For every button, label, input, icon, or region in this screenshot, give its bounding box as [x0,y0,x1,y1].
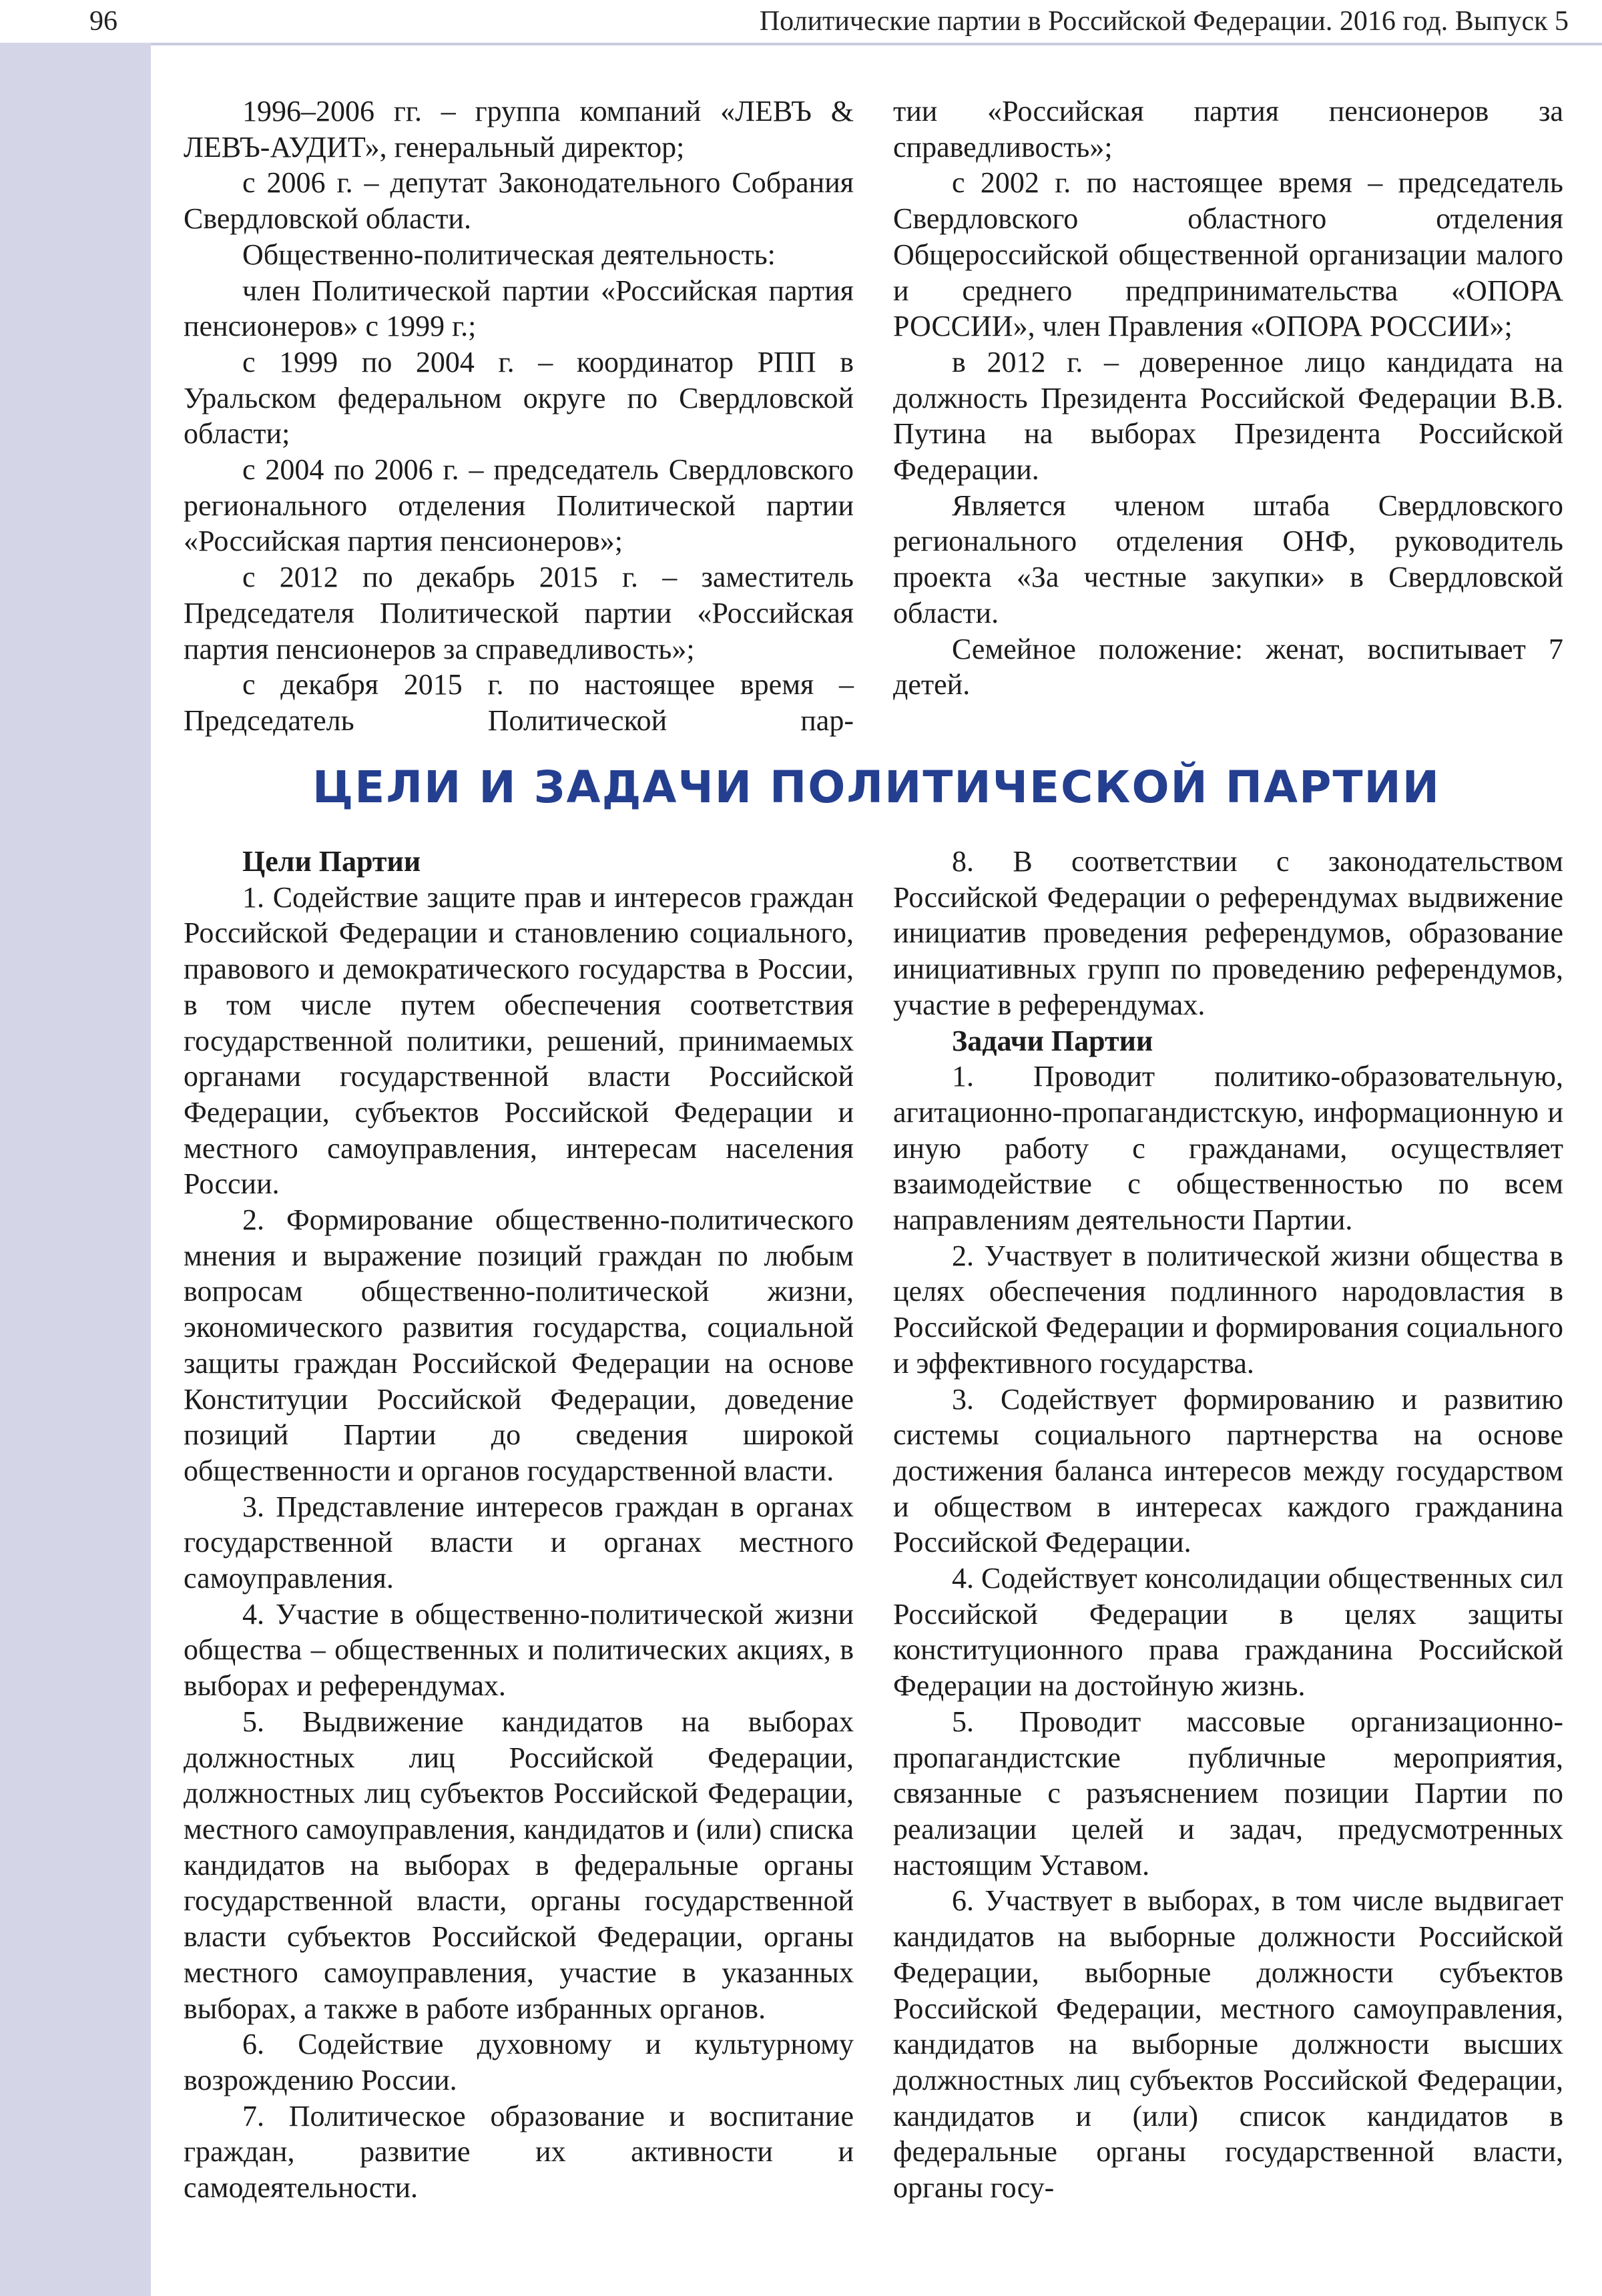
bio-paragraph: в 2012 г. – доверенное лицо кандидата на должность Президента Российской Федерации В.В. Путина на выборах Президента Российской Федерации. [893,345,1563,487]
task-item: 4. Содействует консолидации общественных сил Российской Федерации в целях защиты конституционного права гражданина Российской Федерации на достойную жизнь. [893,1562,1563,1703]
goal-item: 8. В соответствии с законодательством Российской Федерации о референдумах выдвижение инициатив проведения референдумов, образование инициативных групп по проведению референдумов, участие в референдумах. [893,845,1563,1021]
task-item: 6. Участвует в выборах, в том числе выдвигает кандидатов на выборные должности Российской Федерации, выборные должности субъектов Российской Федерации, местного самоуправления, кандидатов на выборные должности высших должностных лиц субъектов Российской Федерации, кандидатов и (или) список кандидатов в федеральные органы государственной власти, органы госу- [893,1884,1563,2205]
task-item: 2. Участвует в политической жизни общества в целях обеспечения подлинного народовластия в Российской Федерации и формирования социального и эффективного государства. [893,1239,1563,1380]
goal-item: 5. Выдвижение кандидатов на выборах должностных лиц Российской Федерации, должностных лиц субъектов Российской Федерации, местного самоуправления, кандидатов и (или) списка кандидатов на выборах в федеральные органы государственной власти, органы государственной власти субъектов Российской Федерации, органы местного самоуправления, участие в указанных выборах, а также в работе избранных органов. [184,1705,854,2025]
goal-item: 2. Формирование общественно-политического мнения и выражение позиций граждан по любым вопросам общественно-политической жизни, экономического развития государства, социальной защиты граждан Российской Федерации на основе Конституции Российской Федерации, доведение позиций Партии до сведения широкой общественности и органов государственной власти. [184,1203,854,1487]
bio-paragraph: с 2002 г. по настоящее время – председатель Свердловского областного отделения Общероссийской общественной организации малого и среднего предпринимательства «ОПОРА РОССИИ», член Правления «ОПОРА РОССИИ»; [893,166,1563,343]
bio-paragraph: Семейное положение: женат, воспитывает 7 детей. [893,632,1563,701]
bio-continuation: тии «Российская партия пенсионеров за справедливость»; [893,95,1563,164]
task-item: 3. Содействует формированию и развитию системы социального партнерства на основе достижения баланса интересов между государством и обществом в интересах каждого гражданина Российской Федерации. [893,1382,1563,1559]
page-number: 96 [89,6,117,37]
goal-item: 6. Содействие духовному и культурному возрождению России. [184,2028,854,2096]
goals-column-right [893,844,1563,2206]
goal-item: 1. Содействие защите прав и интересов граждан Российской Федерации и становлению социального, правового и демократического государства в России, в том числе путем обеспечения соответствия государственной политики, решений, принимаемых органами государственной власти Российской Федерации, субъектов Российской Федерации и местного самоуправления, интересам населения России. [184,880,854,1201]
goal-item: 7. Политическое образование и воспитание граждан, развитие их активности и самодеятельности. [184,2099,854,2205]
task-item: 1. Проводит политико-образовательную, агитационно-пропагандистскую, информационную и иную работу с гражданами, осуществляет взаимодействие с общественностью по всем направлениям деятельности Партии. [893,1060,1563,1237]
bio-paragraph: член Политической партии «Российская партия пенсионеров» с 1999 г.; [184,274,854,343]
bio-paragraph: Является членом штаба Свердловского регионального отделения ОНФ, руководитель проекта «За честные закупки» в Свердловской области. [893,489,1563,629]
bio-paragraph: с 2004 по 2006 г. – председатель Свердловского регионального отделения Политической партии «Российская партия пенсионеров»; [184,453,854,558]
task-item: 5. Проводит массовые организационно-пропагандистские публичные мероприятия, связанные с разъяснением позиции Партии по реализации целей и задач, предусмотренных настоящим Уставом. [893,1705,1563,1882]
section-title: ЦЕЛИ И ЗАДАЧИ ПОЛИТИЧЕСКОЙ ПАРТИИ [312,762,1440,813]
goal-item: 3. Представление интересов граждан в органах государственной власти и органах местного самоуправления. [184,1490,854,1595]
page-side-strip [0,0,151,2296]
page-header [0,0,1602,43]
header-divider [151,43,1602,45]
bio-paragraph: с декабря 2015 г. по настоящее время – Председатель Политической пар- [184,668,854,737]
tasks-heading: Задачи Партии [952,1024,1153,1057]
bio-paragraph: с 1999 по 2004 г. – координатор РПП в Уральском федеральном округе по Свердловской области; [184,345,854,451]
running-title: Политические партии в Российской Федерации. 2016 год. Выпуск 5 [759,6,1569,37]
bio-column-left [184,93,854,739]
bio-paragraph: Общественно-политическая деятельность: [242,238,776,271]
goals-column-left [184,844,854,2206]
bio-paragraph: с 2012 по декабрь 2015 г. – заместитель Председателя Политической партии «Российская партия пенсионеров за справедливость»; [184,561,854,665]
goals-heading: Цели Партии [242,845,421,878]
bio-column-right [893,93,1563,703]
goal-item: 4. Участие в общественно-политической жизни общества – общественных и политических акциях, в выборах и референдумах. [184,1597,854,1703]
bio-paragraph: с 2006 г. – депутат Законодательного Собрания Свердловской области. [184,166,854,236]
bio-paragraph: 1996–2006 гг. – группа компаний «ЛЕВЪ & ЛЕВЪ-АУДИТ», генеральный директор; [184,95,854,164]
